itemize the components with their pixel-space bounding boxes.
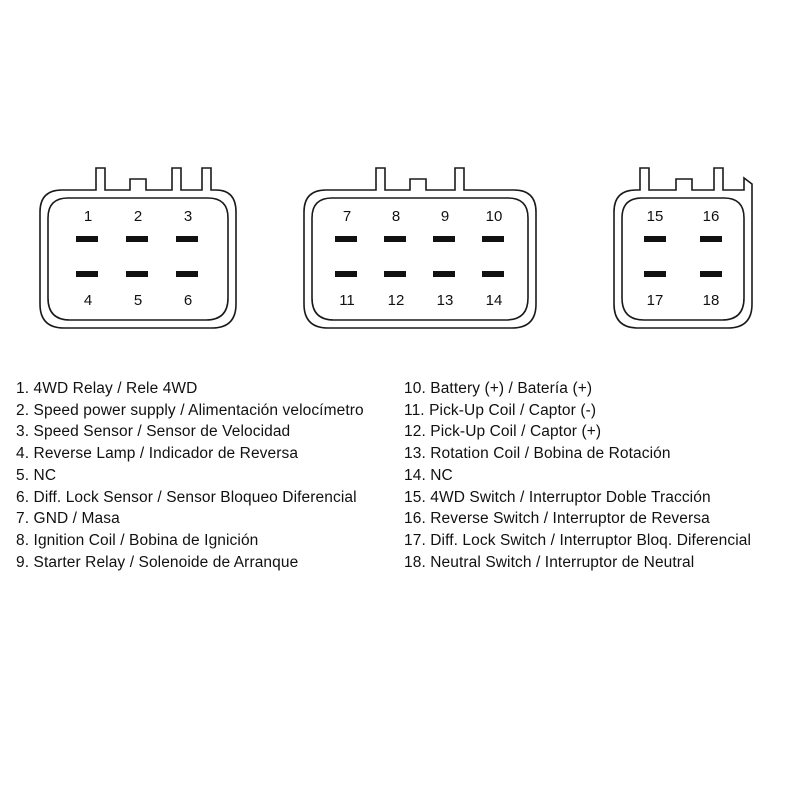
legend-item: 5. NC bbox=[16, 466, 57, 484]
connector-a bbox=[40, 168, 236, 328]
pin-number-3: 3 bbox=[183, 208, 193, 225]
pin-number-13: 13 bbox=[436, 292, 454, 309]
pin-legend-right bbox=[404, 378, 751, 573]
legend-item: 1. 4WD Relay / Rele 4WD bbox=[16, 380, 198, 397]
connector-b bbox=[304, 168, 536, 328]
pin-number-12: 12 bbox=[387, 292, 405, 309]
legend-item: 15. 4WD Switch / Interruptor Doble Tracción bbox=[404, 488, 711, 506]
pin-terminal-18 bbox=[700, 271, 722, 277]
pin-terminal-15 bbox=[644, 236, 666, 242]
legend-item: 11. Pick-Up Coil / Captor (-) bbox=[404, 401, 597, 419]
pin-terminal-12 bbox=[384, 271, 406, 277]
legend-item: 2. Speed power supply / Alimentación velocímetro bbox=[16, 401, 364, 419]
pin-terminal-8 bbox=[384, 236, 406, 242]
pin-number-1: 1 bbox=[83, 208, 93, 225]
pin-number-4: 4 bbox=[83, 292, 93, 309]
pin-terminal-6 bbox=[176, 271, 198, 277]
pin-terminal-13 bbox=[433, 271, 455, 277]
pin-terminal-9 bbox=[433, 236, 455, 242]
legend-item: 6. Diff. Lock Sensor / Sensor Bloqueo Diferencial bbox=[16, 488, 357, 506]
legend-item: 9. Starter Relay / Solenoide de Arranque bbox=[16, 553, 299, 571]
pin-number-8: 8 bbox=[391, 208, 401, 225]
pin-terminal-3 bbox=[176, 236, 198, 242]
connector-c bbox=[614, 168, 752, 328]
legend-item: 17. Diff. Lock Switch / Interruptor Bloq. Diferencial bbox=[404, 531, 752, 549]
pin-number-2: 2 bbox=[133, 208, 143, 225]
pin-number-10: 10 bbox=[485, 208, 503, 225]
pin-terminal-1 bbox=[76, 236, 98, 242]
connector-pinout-diagram bbox=[0, 0, 800, 370]
legend-item: 12. Pick-Up Coil / Captor (+) bbox=[404, 423, 602, 441]
pin-number-18: 18 bbox=[702, 292, 720, 309]
legend-item: 10. Battery (+) / Batería (+) bbox=[404, 380, 593, 397]
legend-item: 13. Rotation Coil / Bobina de Rotación bbox=[404, 445, 671, 463]
legend-item: 4. Reverse Lamp / Indicador de Reversa bbox=[16, 445, 299, 463]
pin-number-9: 9 bbox=[440, 208, 450, 225]
pin-number-16: 16 bbox=[702, 208, 720, 225]
pin-terminal-10 bbox=[482, 236, 504, 242]
legend-item: 16. Reverse Switch / Interruptor de Reversa bbox=[404, 510, 710, 528]
legend-item: 14. NC bbox=[404, 466, 453, 484]
pin-number-17: 17 bbox=[646, 292, 664, 309]
connector-c-outline bbox=[614, 168, 752, 328]
pin-legend-left bbox=[16, 378, 364, 573]
pin-terminal-16 bbox=[700, 236, 722, 242]
pin-number-15: 15 bbox=[646, 208, 664, 225]
connector-c-inner-outline bbox=[622, 198, 744, 320]
pin-number-6: 6 bbox=[183, 292, 193, 309]
pin-terminal-14 bbox=[482, 271, 504, 277]
legend-item: 3. Speed Sensor / Sensor de Velocidad bbox=[16, 423, 291, 441]
pin-terminal-4 bbox=[76, 271, 98, 277]
pin-number-7: 7 bbox=[342, 208, 352, 225]
pin-terminal-2 bbox=[126, 236, 148, 242]
pin-number-14: 14 bbox=[485, 292, 503, 309]
pin-terminal-5 bbox=[126, 271, 148, 277]
pin-number-11: 11 bbox=[339, 292, 355, 309]
legend-item: 8. Ignition Coil / Bobina de Ignición bbox=[16, 531, 259, 549]
legend-item: 18. Neutral Switch / Interruptor de Neutral bbox=[404, 553, 695, 571]
pin-number-5: 5 bbox=[133, 292, 143, 309]
legend-item: 7. GND / Masa bbox=[16, 510, 120, 528]
pin-terminal-11 bbox=[335, 271, 357, 277]
pin-terminal-7 bbox=[335, 236, 357, 242]
pin-terminal-17 bbox=[644, 271, 666, 277]
